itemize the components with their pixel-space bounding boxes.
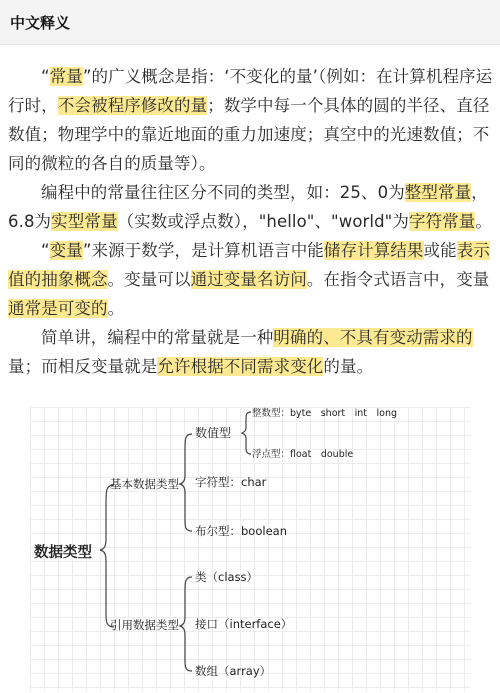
float-type-label: 浮点型：float double: [252, 449, 354, 460]
highlighted-term: 明确的、不具有变动需求的: [273, 328, 473, 347]
text-segment: 。变量可以: [107, 270, 191, 289]
root-label: 数据类型: [34, 545, 92, 561]
highlighted-term: 变量: [49, 241, 83, 260]
text-segment: （实数或浮点数），"hello"、"world"为: [117, 212, 409, 231]
basic-types-label: 基本数据类型: [110, 477, 179, 491]
highlighted-term: 通过变量名访问: [190, 270, 307, 289]
highlighted-term: 实型常量: [51, 212, 118, 231]
reference-types-label: 引用数据类型: [110, 618, 179, 632]
boolean-type-label: 布尔型：boolean: [195, 524, 287, 538]
tree-diagram-svg: [30, 407, 470, 691]
interface-type-label: 接口（interface）: [195, 617, 293, 631]
article-body: [8, 62, 494, 381]
root-brace: [100, 485, 114, 627]
highlighted-term: 常量: [49, 67, 83, 86]
highlighted-term: 允许根据不同需求变化: [157, 357, 324, 376]
array-type-label: 数组（array）: [195, 664, 272, 678]
highlighted-term: 表示值的抽象概念: [8, 241, 490, 289]
paragraph-variable-definition: [8, 236, 494, 323]
reference-brace: [180, 577, 192, 671]
section-title: 中文释义: [10, 14, 71, 32]
text-segment: 编程中的常量往往区分不同的类型，如：25、0为: [41, 183, 405, 202]
text-segment: 或能: [423, 241, 457, 260]
text-segment: ”来源于数学，是计算机语言中能: [82, 241, 324, 260]
paragraph-constant-definition: [8, 62, 494, 178]
highlighted-term: 整型常量: [404, 183, 472, 202]
class-type-label: 类（class）: [195, 570, 259, 584]
highlighted-term: 字符常量: [408, 212, 476, 231]
numeric-brace: [242, 412, 251, 454]
text-segment: ”的广义概念是指：‘不变化的量’（例如：在计算机程序运行时，: [8, 67, 493, 115]
data-type-tree-diagram: [30, 407, 470, 691]
tree-braces: [100, 412, 251, 671]
text-segment: 。在指令式语言中，变量: [306, 270, 490, 289]
paragraph-summary: [8, 323, 494, 381]
numeric-type-label: 数值型: [195, 426, 232, 440]
header-bar: [0, 0, 500, 45]
text-segment: 。: [475, 212, 492, 231]
highlighted-term: 不会被程序修改的量: [57, 96, 208, 115]
text-segment: ，6.8为: [8, 183, 488, 231]
highlighted-term: 储存计算结果: [323, 241, 424, 260]
text-segment: ；数学中每一个具体的圆的半径、直径数值；物理学中的靠近地面的重力加速度；真空中的光速数值；不同的微粒的各自的质量等）。: [8, 96, 490, 173]
text-segment: 简单讲，编程中的常量就是一种: [41, 328, 274, 347]
integer-type-label: 整数型：byte short int long: [252, 408, 398, 419]
basic-brace: [180, 434, 192, 531]
text-segment: 量；而相反变量就是: [8, 357, 158, 376]
text-segment: “: [41, 67, 50, 86]
char-type-label: 字符型：char: [195, 475, 267, 489]
text-segment: “: [41, 241, 50, 260]
paragraph-constant-types: [8, 178, 494, 236]
highlighted-term: 通常是可变的: [8, 299, 108, 318]
text-segment: 。: [107, 299, 125, 318]
text-segment: 的量。: [323, 357, 374, 376]
